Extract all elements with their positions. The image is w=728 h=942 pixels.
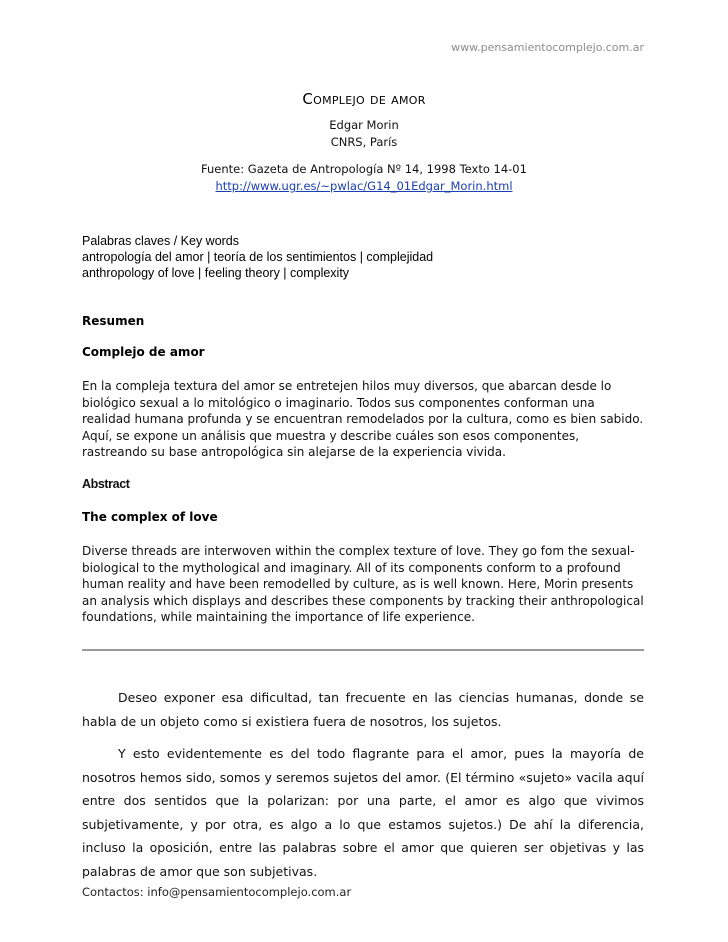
author-affiliation: CNRS, París [330,135,398,149]
body-paragraph-2: Y esto evidentemente es del todo flagrante para el amor, pues la mayoría de nosotros hemos sido, somos y seremos sujetos del amor. (El término «sujeto» vacila aquí entre dos sentidos que la polarizan: por una parte, el amor es algo que vivimos subjetivamente, y por otra, es algo a lo que estamos sujetos.) De ahí la diferencia, incluso la oposición, entre las palabras sobre el amor que quieren ser objetivas y las palabras de amor que son subjetivas. [82,746,644,879]
body-paragraph-1: Deseo exponer esa dificultad, tan frecuente en las ciencias humanas, donde se habla de un objeto como si existiera fuera de nosotros, los sujetos. [82,690,644,729]
resumen-heading: Resumen [82,314,145,328]
keywords-block [82,233,652,281]
keywords-spanish: antropología del amor | teoría de los sentimientos | complejidad [82,250,434,264]
author-name: Edgar Morin [329,118,399,132]
keywords-heading: Palabras claves / Key words [82,234,240,248]
resumen-text: En la compleja textura del amor se entretejen hilos muy diversos, que abarcan desde lo biológico sexual a lo mitológico o imaginario. Todos sus componentes conforman una realidad humana profunda y se encuentran remodelados por la cultura, como es bien sabido. Aquí, se expone un análisis que muestra y describe cuáles son esos componentes, rastreando su base antropológica sin alejarse de la experiencia vivida. [82,379,644,459]
resumen-subheading: Complejo de amor [82,345,205,359]
document-title: Complejo de amor [302,90,426,108]
source-block [0,161,728,195]
abstract-subheading: The complex of love [82,510,218,524]
author-block [0,117,728,151]
site-header: www.pensamientocomplejo.com.ar [451,41,644,54]
source-citation: Fuente: Gazeta de Antropología Nº 14, 1998 Texto 14-01 [201,162,527,176]
footer-contacts: Contactos: info@pensamientocomplejo.com.ar [82,885,352,899]
abstract-heading: Abstract [82,477,130,491]
keywords-english: anthropology of love | feeling theory | complexity [82,266,350,280]
abstract-text: Diverse threads are interwoven within the complex texture of love. They go fom the sexual-biological to the mythological and imaginary. All of its components conform to a profound human reality and have been remodelled by culture, as is well known. Here, Morin presents an analysis which displays and describes these components by tracking their anthropological foundations, while maintaining the importance of life experience. [82,544,644,624]
source-link[interactable]: http://www.ugr.es/~pwlac/G14_01Edgar_Morin.html [215,179,513,193]
section-divider [82,649,644,651]
title-block [0,90,728,195]
